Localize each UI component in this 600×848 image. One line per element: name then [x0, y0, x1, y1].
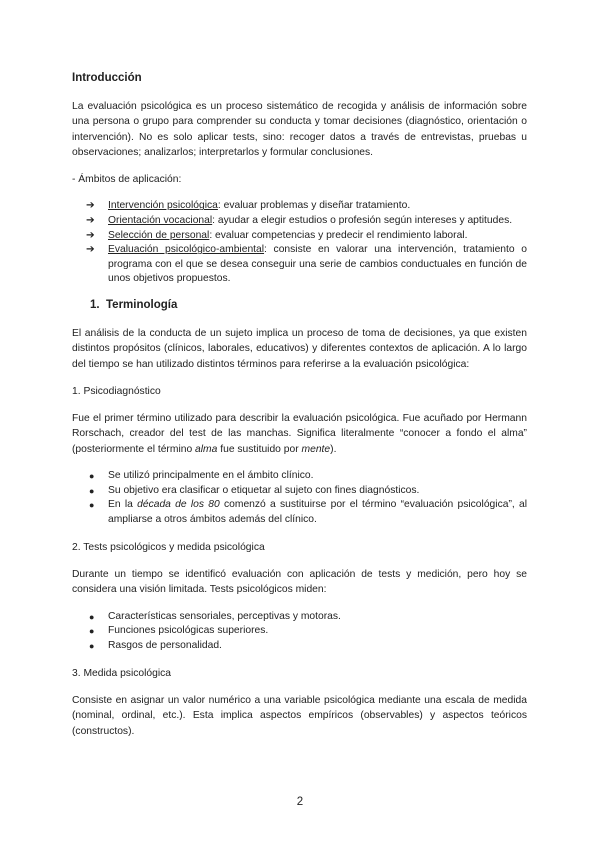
list-item: [72, 498, 527, 528]
arrow-icon: ➔: [86, 244, 95, 256]
list-item: [72, 469, 527, 484]
section-number: 1.: [90, 299, 100, 312]
subheading-psicodiagnostico: 1. Psicodiagnóstico: [72, 385, 161, 397]
text-run-italic: mente: [301, 443, 331, 455]
arrow-icon: ➔: [86, 229, 95, 241]
medida-paragraph: Consiste en asignar un valor numérico a una variable psicológica mediante una escala de medida (nominal, ordinal, etc.). Esta implica aspectos empíricos (observables) y aspectos teóricos (constructos).: [72, 695, 527, 737]
bullet-icon: ●: [89, 470, 95, 481]
list-item: [72, 624, 527, 639]
text-run: comenzó a sustituirse por el término “evaluación psicológica”, al ampliarse a otros ámbitos además del clínico.: [108, 499, 527, 526]
ambito-term: Intervención psicológica: [108, 200, 218, 212]
bullet-icon: ●: [89, 611, 95, 622]
document-page: [72, 72, 527, 751]
list-item: [72, 610, 527, 625]
ambito-item: [72, 243, 527, 287]
ambito-text: : evaluar problemas y diseñar tratamiento.: [217, 200, 411, 212]
psicodiagnostico-paragraph: [72, 411, 527, 457]
subheading-tests: 2. Tests psicológicos y medida psicológica: [72, 542, 265, 554]
ambito-term: Evaluación psicológico-ambiental: [108, 244, 265, 256]
section-paragraph: El análisis de la conducta de un sujeto implica un proceso de toma de decisiones, ya que existen distintos propósitos (clínicos, laborales, educativos) y diferentes contextos de aplicación. A lo largo del tiempo se han utilizado distintos términos para referirse a la evaluación psicológica:: [72, 328, 527, 370]
list-item-text: Características sensoriales, perceptivas y motoras.: [108, 610, 341, 622]
intro-title: Introducción: [72, 72, 142, 84]
list-item-text: Su objetivo era clasificar o etiquetar al sujeto con fines diagnósticos.: [108, 484, 420, 496]
list-item-text: Funciones psicológicas superiores.: [108, 625, 269, 637]
ambito-text: : evaluar competencias y predecir el rendimiento laboral.: [209, 229, 468, 241]
tests-paragraph: Durante un tiempo se identificó evaluación con aplicación de tests y medición, pero hoy se considera una visión limitada. Tests psicológicos miden:: [72, 569, 527, 596]
tests-list: [72, 610, 527, 654]
arrow-icon: ➔: [86, 200, 95, 212]
list-item-text: Se utilizó principalmente en el ámbito clínico.: [108, 469, 314, 481]
ambito-item: [72, 199, 527, 214]
ambito-text: : ayudar a elegir estudios o profesión según intereses y aptitudes.: [212, 215, 513, 227]
text-run-italic: alma: [195, 443, 218, 455]
text-run-italic: década de los 80: [137, 499, 220, 511]
list-item: [72, 484, 527, 499]
bullet-icon: ●: [89, 485, 95, 496]
page-number: 2: [296, 796, 304, 808]
text-run: fue sustituido por: [217, 443, 302, 455]
section-title-text: Terminología: [106, 299, 178, 312]
section-title: [72, 299, 527, 311]
arrow-icon: ➔: [86, 215, 95, 227]
bullet-icon: ●: [89, 500, 95, 511]
list-item: [72, 639, 527, 654]
ambito-item: [72, 229, 527, 244]
psicodiagnostico-list: [72, 469, 527, 528]
bullet-icon: ●: [89, 626, 95, 637]
text-run: ).: [330, 443, 337, 455]
intro-paragraph: La evaluación psicológica es un proceso sistemático de recogida y análisis de información sobre una persona o grupo para comprender su conducta y tomar decisiones (diagnóstico, orientación o intervención). No es solo aplicar tests, sino: recoger datos a través de entrevistas, pruebas u observaciones; analizarlos; interpretarlos y formular conclusiones.: [72, 101, 527, 158]
ambito-term: Selección de personal: [108, 229, 210, 241]
ambitos-label: - Ámbitos de aplicación:: [72, 174, 182, 186]
text-run: Fue el primer término utilizado para describir la evaluación psicológica. Fue acuñado por Hermann Rorschach, creador del test de las manchas. Significa literalmente “conocer a fondo el alma” (posteriormente el término: [72, 412, 527, 455]
text-run: En la: [108, 499, 138, 511]
list-item-text: Rasgos de personalidad.: [108, 640, 222, 652]
ambito-term: Orientación vocacional: [108, 215, 213, 227]
ambito-text: : consiste en valorar una intervención, tratamiento o programa con el que se desea conseguir una serie de cambios conductuales en función de unos objetivos propuestos.: [108, 244, 527, 285]
ambitos-list: [72, 199, 527, 287]
bullet-icon: ●: [89, 641, 95, 652]
ambito-item: [72, 214, 527, 229]
subheading-medida: 3. Medida psicológica: [72, 668, 172, 679]
